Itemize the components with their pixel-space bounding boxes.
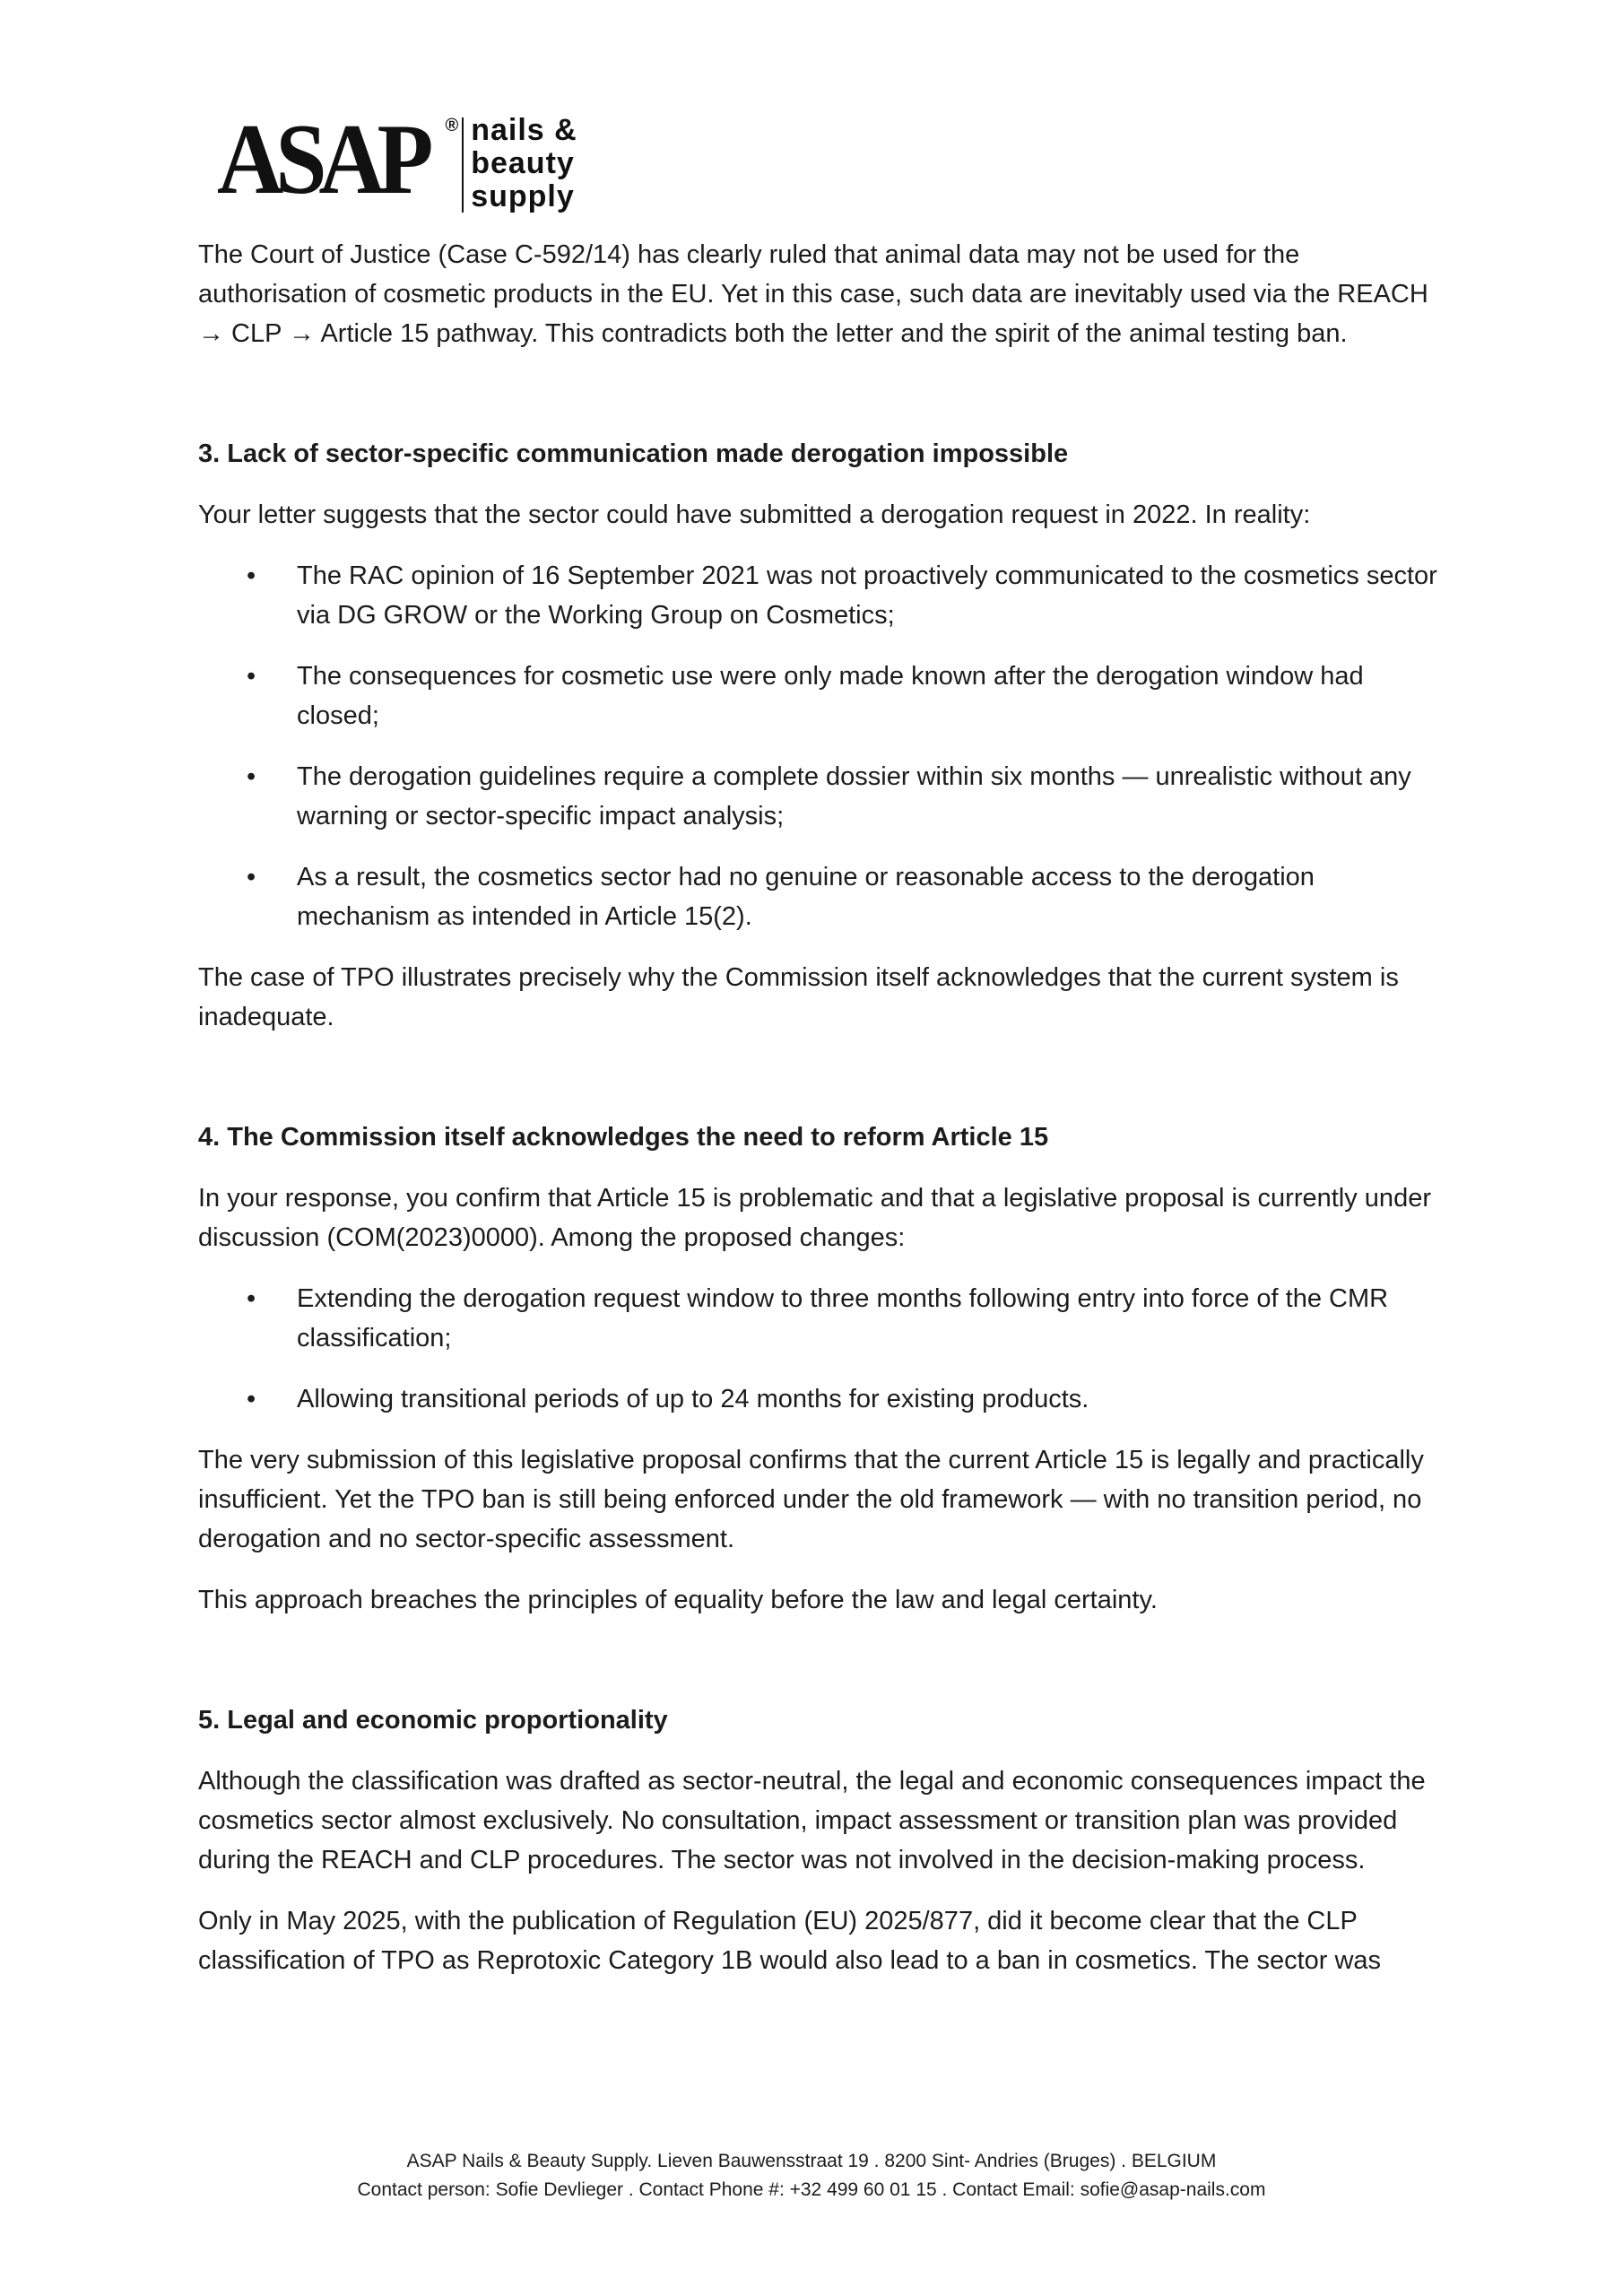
company-logo	[217, 104, 577, 215]
list-item	[198, 1379, 1440, 1419]
logo-tagline-line: beauty	[471, 146, 575, 180]
page-footer	[0, 2147, 1623, 2205]
list-item-text: The RAC opinion of 16 September 2021 was not proactively communicated to the cosmetics sector via DG GROW or the Working Group on Cosmetics;	[297, 561, 1437, 630]
bullet-icon: •	[247, 1385, 256, 1413]
list-item-text: As a result, the cosmetics sector had no genuine or reasonable access to the derogation mechanism as intended in Article 15(2).	[297, 863, 1315, 931]
bullet-icon: •	[247, 863, 256, 891]
section-3-heading: 3. Lack of sector-specific communication made derogation impossible	[198, 439, 1069, 468]
list-item	[198, 657, 1440, 735]
section-4-lead: In your response, you confirm that Article 15 is problematic and that a legislative proposal is currently under discussion (COM(2023)0000). Among the proposed changes:	[198, 1184, 1431, 1252]
bullet-icon: •	[247, 662, 256, 691]
footer-contact: Contact person: Sofie Devlieger . Contact Phone #: +32 499 60 01 15 . Contact Email: sofie@asap-nails.com	[357, 2179, 1266, 2200]
list-item-text: The derogation guidelines require a complete dossier within six months — unrealistic without any warning or sector-specific impact analysis;	[297, 762, 1411, 831]
section-5-heading: 5. Legal and economic proportionality	[198, 1706, 668, 1735]
footer-address: ASAP Nails & Beauty Supply. Lieven Bauwensstraat 19 . 8200 Sint- Andries (Bruges) . BELGIUM	[406, 2151, 1217, 2171]
section-4-heading: 4. The Commission itself acknowledges the need to reform Article 15	[198, 1123, 1049, 1152]
section-3-bullet-list	[198, 556, 1440, 936]
section-5-paragraph: Although the classification was drafted as sector-neutral, the legal and economic consequences impact the cosmetics sector almost exclusively. No consultation, impact assessment or transition plan was provided during the REACH and CLP procedures. The sector was not involved in the decision-making process.	[198, 1767, 1426, 1874]
logo-tagline-line: nails &	[471, 113, 577, 147]
list-item	[198, 757, 1440, 836]
list-item-text: Extending the derogation request window to three months following entry into force of the CMR classification;	[297, 1284, 1389, 1352]
section-3-lead: Your letter suggests that the sector could have submitted a derogation request in 2022. In reality:	[198, 500, 1311, 529]
section-5-paragraph: Only in May 2025, with the publication of Regulation (EU) 2025/877, did it become clear that the CLP classification of TPO as Reprotoxic Category 1B would also lead to a ban in cosmetics. The sector was	[198, 1907, 1382, 1975]
logo-mark: ASAP	[217, 104, 426, 215]
logo-tagline	[471, 114, 577, 213]
registered-mark: ®	[445, 116, 459, 135]
section-4-paragraph: The very submission of this legislative proposal confirms that the current Article 15 is legally and practically insufficient. Yet the TPO ban is still being enforced under the old framework — with no transition period, no derogation and no sector-specific assessment.	[198, 1446, 1424, 1553]
bullet-icon: •	[247, 1284, 256, 1313]
letter-body	[198, 235, 1440, 1980]
logo-tagline-line: supply	[471, 179, 575, 213]
intro-paragraph: The Court of Justice (Case C-592/14) has clearly ruled that animal data may not be used for the authorisation of cosmetic products in the EU. Yet in this case, such data are inevitably used via the REACH → CLP → Article 15 pathway. This contradicts both the letter and the spirit of the animal testing ban.	[198, 240, 1428, 348]
bullet-icon: •	[247, 561, 256, 590]
section-3-closing: The case of TPO illustrates precisely why the Commission itself acknowledges that the current system is inadequate.	[198, 963, 1399, 1031]
list-item	[198, 1279, 1440, 1358]
list-item	[198, 556, 1440, 635]
list-item-text: Allowing transitional periods of up to 24 months for existing products.	[297, 1385, 1089, 1413]
list-item-text: The consequences for cosmetic use were only made known after the derogation window had closed;	[297, 662, 1364, 730]
section-4-bullet-list	[198, 1279, 1440, 1419]
section-4-paragraph: This approach breaches the principles of equality before the law and legal certainty.	[198, 1586, 1158, 1614]
bullet-icon: •	[247, 762, 256, 791]
logo-divider	[462, 117, 464, 213]
list-item	[198, 857, 1440, 936]
